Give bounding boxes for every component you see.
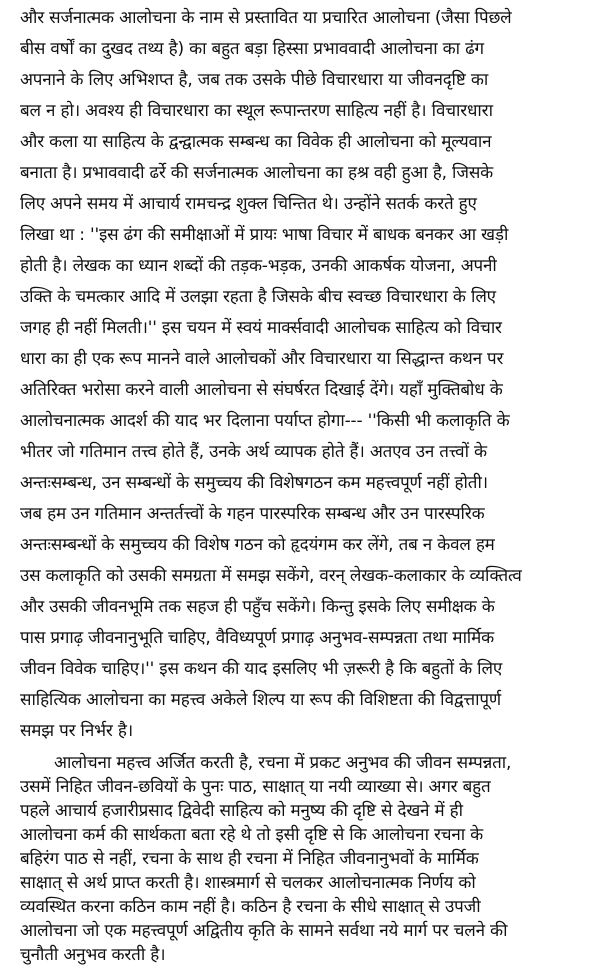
- text-line: व्यवस्थित करना कठिन काम नहीं है। कठिन है रचना के सीधे साक्षात् से उपजी: [20, 897, 481, 917]
- text-line: लिए अपने समय में आचार्य रामचन्द्र शुक्ल चिन्तित थे। उन्होंने सतर्क करते हुए: [20, 194, 477, 214]
- text-line: और उसकी जीवनभूमि तक सहज ही पहुँच सकेंगे। किन्तु इसके लिए समीक्षक के: [20, 597, 495, 617]
- text-line: जीवन विवेक चाहिए।'' इस कथन की याद इसलिए भी ज़रूरी है कि बहुतों के लिए: [20, 659, 503, 679]
- text-line: अन्तःसम्बन्ध, उन सम्बन्धों के समुच्चय की विशेषगठन कम महत्त्वपूर्ण नहीं होती।: [20, 473, 488, 493]
- text-line: जगह ही नहीं मिलती।'' इस चयन में स्वयं मार्क्सवादी आलोचक साहित्य को विचार: [20, 318, 502, 338]
- text-line: पास प्रगाढ़ जीवनानुभूति चाहिए, वैविध्यपूर्ण प्रगाढ़ अनुभव-सम्पन्नता तथा मार्मिक: [20, 628, 495, 648]
- text-line: भीतर जो गतिमान तत्त्व होते हैं, उनके अर्थ व्यापक होते हैं। अतएव उन तत्त्वों के: [20, 442, 487, 462]
- text-line: अतिरिक्त भरोसा करने वाली आलोचना से संघर्षरत दिखाई देंगे। यहाँ मुक्तिबोध के: [20, 380, 503, 400]
- text-line: साक्षात् से अर्थ प्राप्त करती है। शास्त्रमार्ग से चलकर आलोचनात्मक निर्णय को: [20, 873, 476, 893]
- text-line: चुनौती अनुभव करती है।: [20, 945, 166, 965]
- text-line: अन्तःसम्बन्धों के समुच्चय की विशेष गठन को हृदयंगम कर लेंगे, तब न केवल हम: [20, 535, 495, 555]
- text-line: जब हम उन गतिमान अन्तर्तत्त्वों के गहन पारस्परिक सम्बन्ध और उन पारस्परिक: [20, 504, 485, 524]
- text-line: आलोचना जो एक महत्त्वपूर्ण अद्वितीय कृति के सामने सर्वथा नये मार्ग पर चलने की: [20, 921, 508, 941]
- text-line: समझ पर निर्भर है।: [20, 721, 133, 741]
- text-line: आलोचनात्मक आदर्श की याद भर दिलाना पर्याप्त होगा--- ''किसी भी कलाकृति के: [20, 411, 510, 431]
- text-line: उसमें निहित जीवन-छवियों के पुनः पाठ, साक्षात् या नयी व्याख्या से। अगर बहुत: [20, 777, 491, 797]
- text-line: बीस वर्षों का दुखद तथ्य है) का बहुत बड़ा हिस्सा प्रभाववादी आलोचना का ढंग: [20, 39, 484, 59]
- text-line: और सर्जनात्मक आलोचना के नाम से प्रस्तावित या प्रचारित आलोचना (जैसा पिछले: [20, 8, 512, 28]
- text-line: उक्ति के चमत्कार आदि में उलझा रहता है जिसके बीच स्वच्छ विचारधारा के लिए: [20, 287, 496, 307]
- text-line: उस कलाकृति को उसकी समग्रता में समझ सकेंगे, वरन् लेखक-कलाकार के व्यक्तित्व: [20, 566, 522, 586]
- text-line: आलोचना महत्त्व अर्जित करती है, रचना में प्रकट अनुभव की जीवन सम्पन्नता,: [54, 753, 512, 773]
- text-line: बल न हो। अवश्य ही विचारधारा का स्थूल रूपान्तरण साहित्य नहीं है। विचारधारा: [20, 101, 493, 121]
- text-line: लिखा था : ''इस ढंग की समीक्षाओं में प्रायः भाषा विचार में बाधक बनकर आ खड़ी: [20, 225, 509, 245]
- text-line: आलोचना कर्म की सार्थकता बता रहे थे तो इसी दृष्टि से कि आलोचना रचना के: [20, 825, 484, 845]
- text-line: बनाता है। प्रभाववादी ढर्रे की सर्जनात्मक आलोचना का हश्र वही हुआ है, जिसके: [20, 163, 493, 183]
- text-line: होती है। लेखक का ध्यान शब्दों की तड़क-भड़क, उनकी आकर्षक योजना, अपनी: [20, 256, 497, 276]
- text-line: पहले आचार्य हजारीप्रसाद द्विवेदी साहित्य को मनुष्य की दृष्टि से देखने में ही: [20, 801, 463, 821]
- text-line: साहित्यिक आलोचना का महत्त्व अकेले शिल्प या रूप की विशिष्टता की विद्वत्तापूर्ण: [20, 690, 501, 710]
- text-line: अपनाने के लिए अभिशप्त है, जब तक उसके पीछे विचारधारा या जीवनदृष्टि का: [20, 70, 489, 90]
- text-line: बहिरंग पाठ से नहीं, रचना के साथ ही रचना में निहित जीवनानुभवों के मार्मिक: [20, 849, 479, 869]
- text-line: धारा का ही एक रूप मानने वाले आलोचकों और विचारधारा या सिद्धान्त कथन पर: [20, 349, 504, 369]
- text-line: और कला या साहित्य के द्वन्द्वात्मक सम्बन्ध का विवेक ही आलोचना को मूल्यवान: [20, 132, 492, 152]
